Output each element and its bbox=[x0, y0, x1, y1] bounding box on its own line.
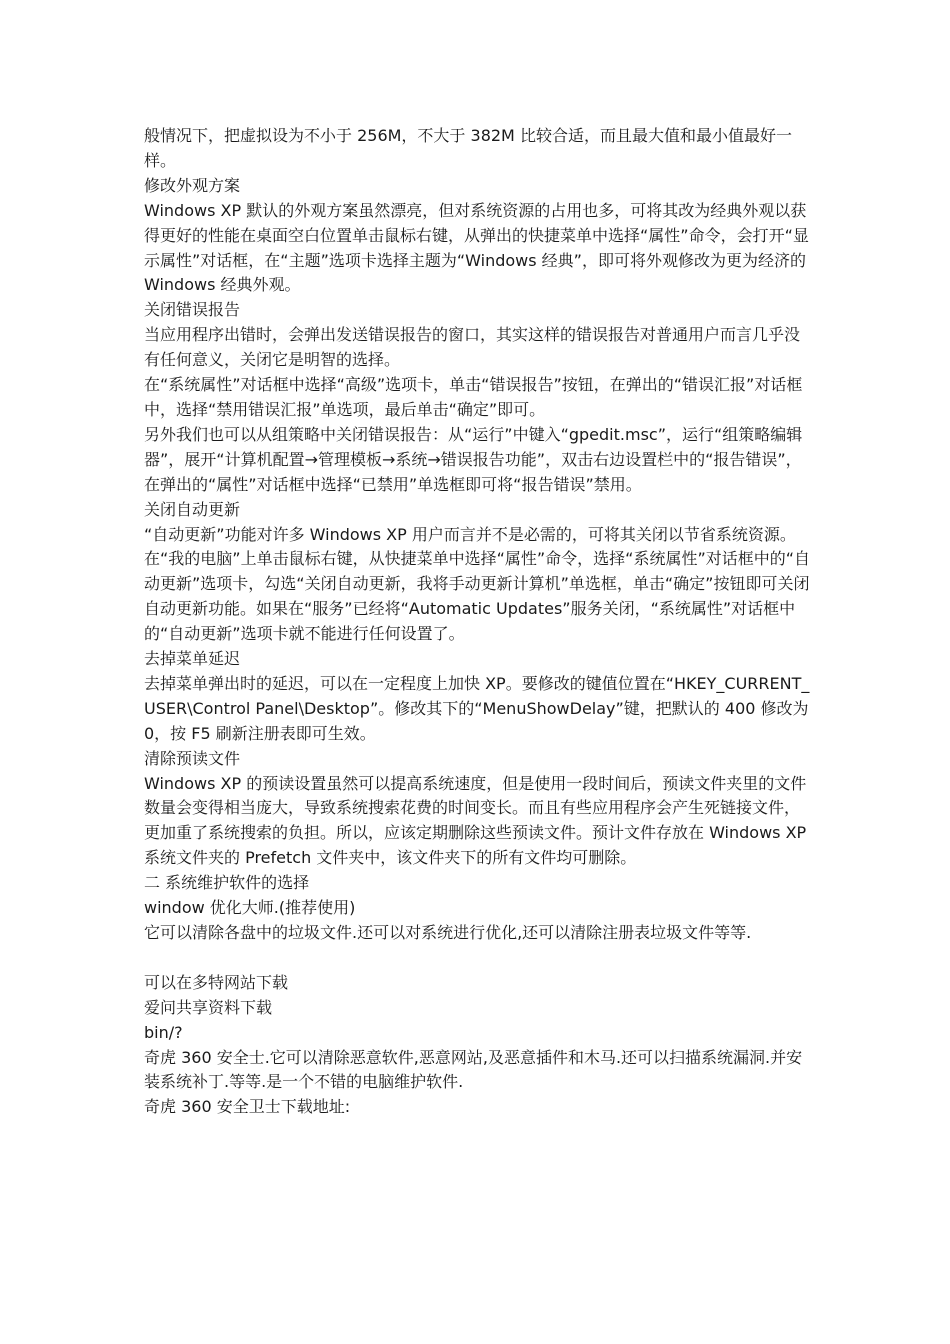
heading-auto-update: 关闭自动更新 bbox=[144, 499, 241, 519]
paragraph-prefetch: Windows XP 的预读设置虽然可以提高系统速度，但是使用一段时间后，预读文件夹里的文件数量会变得相当庞大，导致系统搜索花费的时间变长。而且有些应用程序会产生死链接文件，更加重了系统搜索的负担。所以，应该定期删除这些预读文件。预计文件存放在 Windows XP 系统文件夹的 Prefetch 文件夹中，该文件夹下的所有文件均可删除。 bbox=[144, 773, 807, 868]
paragraph-error-report-intro: 当应用程序出错时，会弹出发送错误报告的窗口，其实这样的错误报告对普通用户而言几乎没有任何意义，关闭它是明智的选择。 bbox=[144, 325, 801, 370]
paragraph-auto-update-intro: “自动更新”功能对许多 Windows XP 用户而言并不是必需的，可将其关闭以节省系统资源。 bbox=[144, 524, 796, 544]
blank-line bbox=[144, 946, 814, 971]
paragraph-optimizer-desc: 它可以清除各盘中的垃圾文件.还可以对系统进行优化,还可以清除注册表垃圾文件等等. bbox=[144, 923, 752, 942]
heading-menu-delay: 去掉菜单延迟 bbox=[144, 649, 241, 669]
document-page bbox=[144, 124, 814, 1120]
paragraph-download-iask: 爱问共享资料下载 bbox=[144, 997, 273, 1017]
paragraph-virtual-memory: 般情况下，把虚拟设为不小于 256M，不大于 382M 比较合适，而且最大值和最小值最好一样。 bbox=[144, 126, 792, 170]
heading-error-report: 关闭错误报告 bbox=[144, 300, 241, 320]
paragraph-error-report-steps: 在“系统属性”对话框中选择“高级”选项卡，单击“错误报告”按钮，在弹出的“错误汇报”对话框中，选择“禁用错误汇报”单选项，最后单击“确定”即可。 bbox=[144, 375, 803, 419]
heading-maintenance-software: 二 系统维护软件的选择 bbox=[144, 873, 310, 893]
paragraph-bin-link: bin/? bbox=[144, 1022, 183, 1042]
heading-appearance: 修改外观方案 bbox=[144, 175, 241, 195]
paragraph-error-report-gpedit: 另外我们也可以从组策略中关闭错误报告：从“运行”中键入“gpedit.msc”，运行“组策略编辑器”，展开“计算机配置→管理模板→系统→错误报告功能”，双击右边设置栏中的“报告错误”，在弹出的“属性”对话框中选择“已禁用”单选框即可将“报告错误”禁用。 bbox=[144, 424, 803, 494]
paragraph-360-download: 奇虎 360 安全卫士下载地址: bbox=[144, 1097, 351, 1117]
heading-prefetch: 清除预读文件 bbox=[144, 748, 241, 768]
paragraph-download-duote: 可以在多特网站下载 bbox=[144, 972, 289, 992]
paragraph-360-desc: 奇虎 360 安全士.它可以清除恶意软件,恶意网站,及恶意插件和木马.还可以扫描系统漏洞.并安装系统补丁.等等.是一个不错的电脑维护软件. bbox=[144, 1047, 803, 1092]
paragraph-auto-update-steps: 在“我的电脑”上单击鼠标右键，从快捷菜单中选择“属性”命令，选择“系统属性”对话框中的“自动更新”选项卡，勾选“关闭自动更新，我将手动更新计算机”单选框，单击“确定”按钮即可关闭自动更新功能。如果在“服务”已经将“Automatic Updates”服务关闭，“系统属性”对话框中的“自动更新”选项卡就不能进行任何设置了。 bbox=[144, 549, 811, 644]
paragraph-optimizer-title: window 优化大师.(推荐使用) bbox=[144, 898, 356, 918]
paragraph-appearance: Windows XP 默认的外观方案虽然漂亮，但对系统资源的占用也多，可将其改为经典外观以获得更好的性能在桌面空白位置单击鼠标右键，从弹出的快捷菜单中选择“属性”命令，会打开“显示属性”对话框，在“主题”选项卡选择主题为“Windows 经典”，即可将外观修改为更为经济的 Windows 经典外观。 bbox=[144, 200, 809, 295]
paragraph-menu-delay: 去掉菜单弹出时的延迟，可以在一定程度上加快 XP。要修改的键值位置在“HKEY_CURRENT_USER\Control Panel\Desktop”。修改其下的“MenuShowDelay”键，把默认的 400 修改为 0，按 F5 刷新注册表即可生效。 bbox=[144, 673, 810, 743]
